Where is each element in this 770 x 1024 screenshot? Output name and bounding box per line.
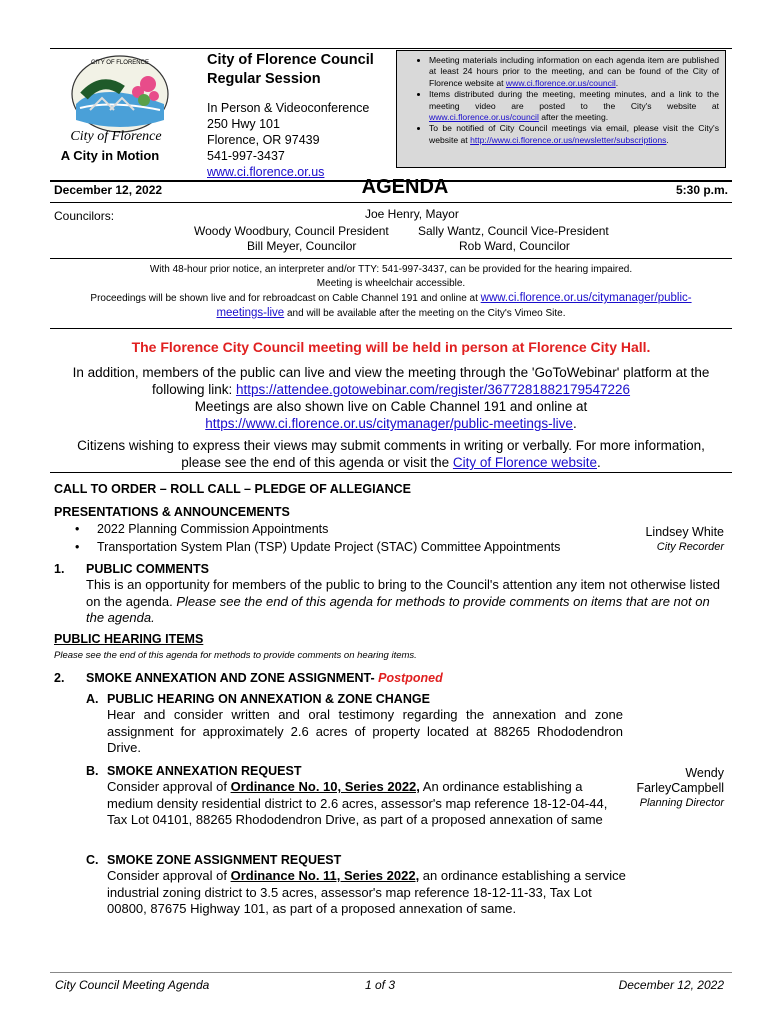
notice-text: To be notified of City Council meetings via email, please visit the City's website at	[429, 123, 719, 145]
council-vice-president: Sally Wantz, Council Vice-President	[418, 224, 609, 238]
notice-text: Items distributed during the meeting, meeting minutes, and a link to the meeting video are posted to the City's website at	[429, 89, 719, 111]
meeting-notice-box	[396, 50, 726, 168]
interpreter-notice: With 48-hour prior notice, an interpreter and/or TTY: 541-997-3437, can be provided for the hearing impaired.	[149, 264, 633, 275]
public-comments-italic: Please see the end of this agenda for methods to provide comments on items that are not on the agenda.	[86, 593, 710, 625]
citizen-comments-text: please see the end of this agenda or visit the	[181, 455, 453, 470]
public-comments-body: This is an opportunity for members of the public to bring to the Council's attention any item not otherwise listed on the agenda.	[86, 577, 721, 609]
sub-item-letter: A.	[86, 692, 99, 706]
mayor-name: Joe Henry, Mayor	[365, 207, 459, 221]
channel-text: Meetings are also shown live on Cable Channel 191 and online at	[194, 399, 588, 414]
gotowebinar-link[interactable]: https://attendee.gotowebinar.com/register/3677281882179547226	[235, 382, 631, 397]
presentations-heading: PRESENTATIONS & ANNOUNCEMENTS	[54, 505, 290, 519]
sub-item-letter: C.	[86, 853, 99, 867]
postponed-status: Postponed	[378, 671, 443, 685]
ordinance-prefix: Consider approval of	[107, 779, 231, 794]
live-link-line	[50, 415, 732, 432]
citizen-comments-text: Citizens wishing to express their views may submit comments in writing or verbally. For more information,	[77, 438, 705, 453]
footer-rule	[50, 972, 732, 973]
city-logo	[50, 50, 196, 178]
webinar-link-line	[50, 381, 732, 398]
zone-assignment-title: SMOKE ZONE ASSIGNMENT REQUEST	[107, 853, 342, 867]
public-meetings-link-cont[interactable]: meetings-live	[216, 307, 285, 319]
item-number: 2.	[54, 671, 65, 685]
meeting-mode: In Person & Videoconference	[207, 101, 370, 115]
presenter-title: City Recorder	[656, 541, 724, 553]
public-comments-title: PUBLIC COMMENTS	[86, 562, 209, 576]
meeting-title	[207, 51, 397, 89]
ordinance-description: an ordinance establishing a service industrial zoning district to 3.5 acres, assessor's map reference 18-12-11-33, Tax Lot 00800, 87675 Highway 101, as part of a proposed annexation of same.	[107, 868, 626, 916]
council-link[interactable]: www.ci.florence.or.us/council	[505, 77, 616, 88]
councilors-label: Councilors:	[54, 209, 115, 223]
notice-item	[429, 89, 719, 123]
zone-assignment-text	[107, 868, 627, 918]
meeting-date: December 12, 2022	[54, 183, 163, 197]
agenda-bottom-rule	[50, 202, 732, 203]
item-number: 1.	[54, 562, 65, 576]
live-link-punct: .	[572, 416, 577, 431]
public-meetings-live-link[interactable]: https://www.ci.florence.or.us/citymanager/public-meetings-live	[205, 416, 573, 431]
broadcast-notice-cont	[50, 307, 732, 321]
wheelchair-notice: Meeting is wheelchair accessible.	[316, 278, 466, 289]
presenter-name: FarleyCampbell	[636, 781, 724, 795]
public-hearing-sub-title: PUBLIC HEARING ON ANNEXATION & ZONE CHANGE	[107, 692, 430, 706]
subscriptions-link[interactable]: http://www.ci.florence.or.us/newsletter/subscriptions	[470, 134, 667, 145]
footer-doc-name: City Council Meeting Agenda	[55, 978, 210, 992]
smoke-annexation-title	[86, 670, 443, 686]
notice-text: after the meeting.	[538, 112, 609, 123]
presenter-title: Planning Director	[639, 797, 724, 809]
hearing-note: Please see the end of this agenda for methods to provide comments on hearing items.	[54, 650, 417, 661]
notice-rule	[50, 472, 732, 473]
address-street: 250 Hwy 101	[207, 117, 280, 131]
logo-tagline: A City in Motion	[60, 148, 160, 163]
sub-item-letter: B.	[86, 764, 99, 778]
notice-item	[429, 55, 719, 89]
councilor-meyer: Bill Meyer, Councilor	[247, 239, 357, 253]
public-meetings-link[interactable]: www.ci.florence.or.us/citymanager/public-	[480, 292, 692, 304]
page-number: 1 of 3	[365, 978, 396, 992]
florence-seal-icon	[50, 50, 196, 178]
public-hearing-heading: PUBLIC HEARING ITEMS	[54, 632, 204, 646]
address-block	[207, 100, 369, 180]
top-rule	[50, 48, 732, 49]
notice-text: .	[615, 77, 619, 88]
webinar-text: In addition, members of the public can live and view the meeting through the 'GoToWebinar' platform at the	[72, 365, 710, 380]
annexation-request-text	[107, 779, 617, 829]
public-hearing-sub-text: Hear and consider written and oral testimony regarding the annexation and zone assignment for approximately 2.6 acres of property located at 88265 Rhododendron Drive.	[107, 707, 623, 755]
councilors-rule	[50, 258, 732, 259]
council-president: Woody Woodbury, Council President	[194, 224, 389, 238]
logo-script-text: City of Florence	[70, 129, 162, 144]
council-link[interactable]: www.ci.florence.or.us/council	[429, 112, 539, 123]
ordinance-11: Ordinance No. 11, Series 2022,	[230, 868, 420, 883]
address-city: Florence, OR 97439	[207, 133, 320, 147]
councilor-ward: Rob Ward, Councilor	[459, 239, 570, 253]
title-line-2: Regular Session	[207, 71, 321, 87]
annexation-request-title: SMOKE ANNEXATION REQUEST	[107, 764, 302, 778]
presentation-item: • 2022 Planning Commission Appointments	[97, 521, 328, 537]
broadcast-notice	[50, 292, 732, 306]
call-to-order: CALL TO ORDER – ROLL CALL – PLEDGE OF ALLEGIANCE	[54, 482, 411, 496]
in-person-notice: The Florence City Council meeting will be held in person at Florence City Hall.	[131, 339, 651, 355]
accessibility-rule	[50, 328, 732, 329]
ordinance-description: An ordinance establishing a medium density residential district to 2.6 acres, assessor's map reference 18-12-04-44, Tax Lot 04101, 88265 Rhododendron Drive, as part of a proposed annexation of same	[107, 779, 608, 827]
presenter-name: Wendy	[685, 766, 724, 780]
notice-item	[429, 123, 719, 146]
website-link[interactable]: www.ci.florence.or.us	[207, 165, 325, 179]
presentation-item: • Transportation System Plan (TSP) Update Project (STAC) Committee Appointments	[97, 539, 560, 555]
presenter-name: Lindsey White	[645, 525, 724, 539]
agenda-title: AGENDA	[361, 176, 449, 198]
city-website-link[interactable]: City of Florence website	[452, 455, 597, 470]
title-line-1: City of Florence Council	[207, 52, 374, 68]
citizen-comments-link-line	[50, 454, 732, 471]
broadcast-text: and will be available after the meeting on the City's Vimeo Site.	[284, 308, 566, 319]
seal-text: CITY OF FLORENCE	[91, 60, 149, 66]
ordinance-10: Ordinance No. 10, Series 2022,	[230, 779, 420, 794]
smoke-annexation-title-text: SMOKE ANNEXATION AND ZONE ASSIGNMENT-	[86, 671, 379, 685]
notice-text: Meeting materials including information on each agenda item are published at least 24 hours prior to the meeting, and can be found of the City of Florence website at	[429, 55, 719, 88]
citizen-comments-punct: .	[596, 455, 601, 470]
ordinance-prefix: Consider approval of	[107, 868, 231, 883]
webinar-text: following link:	[151, 382, 236, 397]
broadcast-text: Proceedings will be shown live and for rebroadcast on Cable Channel 191 and online at	[90, 293, 481, 304]
phone-number: 541-997-3437	[207, 149, 285, 163]
public-comments-text	[86, 577, 726, 627]
footer-date: December 12, 2022	[618, 978, 724, 992]
meeting-time: 5:30 p.m.	[675, 183, 728, 197]
notice-text: .	[666, 134, 669, 145]
